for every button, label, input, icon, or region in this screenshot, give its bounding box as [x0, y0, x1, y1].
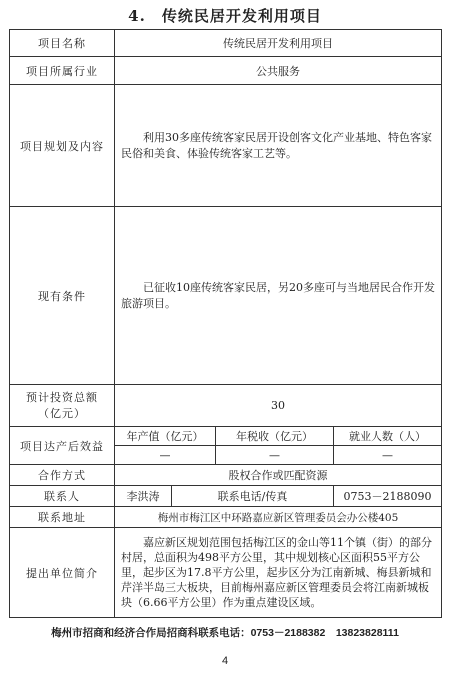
investment-value: 30: [115, 385, 442, 427]
row-conditions: [10, 207, 442, 385]
plan-value: 利用30多座传统客家民居开设创客文化产业基地、特色客家民俗和美食、体验传统客家工艺等。: [115, 85, 442, 207]
row-contact: [10, 486, 442, 507]
row-industry: [10, 57, 442, 85]
row-investment: [10, 385, 442, 427]
industry-value: 公共服务: [115, 57, 442, 85]
project-table: [9, 29, 442, 618]
intro-label: 提出单位简介: [10, 528, 115, 618]
contact-phone-label: 联系电话/传真: [172, 486, 334, 507]
address-label: 联系地址: [10, 507, 115, 528]
industry-label: 项目所属行业: [10, 57, 115, 85]
benefit-col-tax: 年税收（亿元）: [216, 427, 334, 446]
benefit-label: 项目达产后效益: [10, 427, 115, 465]
contact-phone: 0753－2188090: [334, 486, 442, 507]
page-number: 4: [221, 655, 229, 667]
page-title: 4. 传统民居开发利用项目: [128, 7, 322, 25]
contact-footer-note: 梅州市招商和经济合作局招商科联系电话：0753－2188382 13823828111: [51, 627, 399, 639]
cooperation-value: 股权合作或匹配资源: [115, 465, 442, 486]
contact-name: 李洪涛: [115, 486, 172, 507]
conditions-value: 已征收10座传统客家民居，另20多座可与当地居民合作开发旅游项目。: [115, 207, 442, 385]
benefit-col-output: 年产值（亿元）: [115, 427, 216, 446]
row-address: [10, 507, 442, 528]
row-benefit-header: [10, 427, 442, 446]
benefit-employment-value: —: [334, 446, 442, 465]
benefit-tax-value: —: [216, 446, 334, 465]
investment-label: 预计投资总额（亿元）: [10, 385, 115, 427]
project-name-label: 项目名称: [10, 30, 115, 57]
benefit-output-value: —: [115, 446, 216, 465]
contact-label: 联系人: [10, 486, 115, 507]
row-plan: [10, 85, 442, 207]
intro-value: 嘉应新区规划范围包括梅江区的金山等11个镇（街）的部分村居，总面积为498平方公里，其中规划核心区面积55平方公里，起步区为17.8平方公里，起步区分为江南新城、梅县新城和芹洋半岛三大板块，目前梅州嘉应新区管理委员会将江南新城板块（6.66平方公里）作为重点建设区域。: [115, 528, 442, 618]
row-project-name: [10, 30, 442, 57]
benefit-col-employment: 就业人数（人）: [334, 427, 442, 446]
row-intro: [10, 528, 442, 618]
address-value: 梅州市梅江区中环路嘉应新区管理委员会办公楼405: [115, 507, 442, 528]
cooperation-label: 合作方式: [10, 465, 115, 486]
row-cooperation: [10, 465, 442, 486]
project-name-value: 传统民居开发利用项目: [115, 30, 442, 57]
plan-label: 项目规划及内容: [10, 85, 115, 207]
conditions-label: 现有条件: [10, 207, 115, 385]
